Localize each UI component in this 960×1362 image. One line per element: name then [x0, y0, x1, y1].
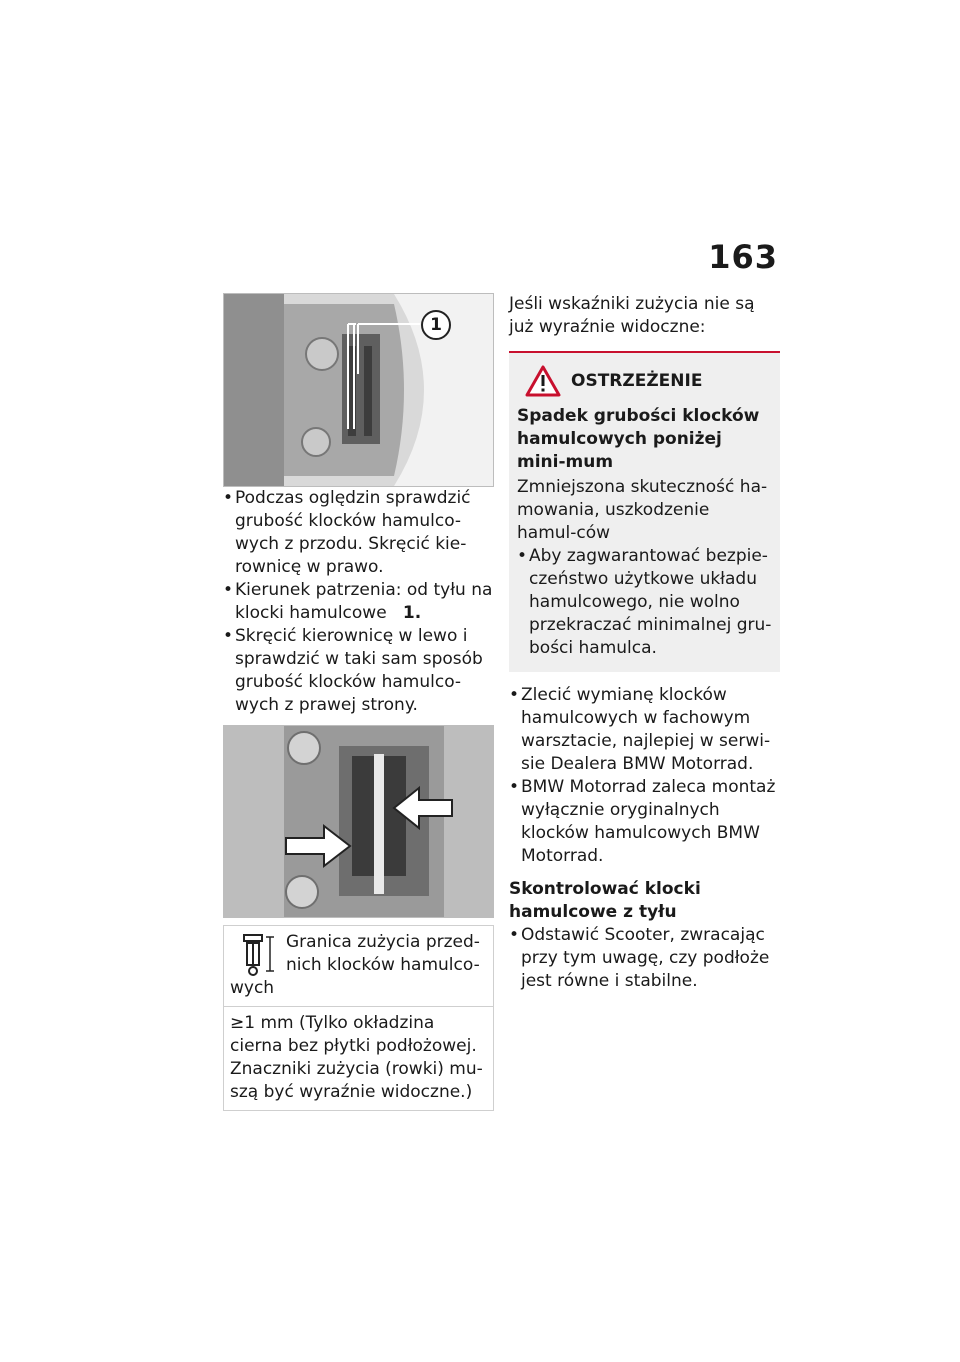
warning-title: OSTRZEŻENIE [571, 370, 703, 391]
warning-header [525, 365, 772, 397]
figure-label: 1 [421, 310, 451, 340]
brake-pads-arrows-photo [223, 725, 494, 918]
list-item: • Kierunek patrzenia: od tyłu na klocki hamulcowe 1. [223, 579, 494, 625]
brake-caliper-illustration [224, 294, 493, 486]
list-item: • Podczas oględzin sprawdzić grubość klocków hamulco-wych z przodu. Skręcić kie-rownicę w prawo. [223, 487, 494, 579]
warning-bullets [517, 545, 772, 660]
right-column [509, 293, 780, 993]
warning-subtitle: Spadek grubości klocków hamulcowych poniżej mini-mum [517, 406, 760, 472]
figure-reference: 1. [402, 603, 422, 623]
page-number: 163 [708, 238, 778, 276]
intro-text: Jeśli wskaźniki zużycia nie są już wyraźnie widoczne: [509, 294, 755, 337]
wear-limit-table [223, 925, 494, 1111]
inspection-bullets [223, 487, 494, 717]
left-column [223, 293, 494, 1111]
brake-pads-illustration [224, 726, 493, 917]
wear-limit-title: Granica zużycia przed-nich klocków hamulco-wych [230, 932, 480, 998]
rear-check-bullets [509, 924, 780, 993]
warning-triangle-icon [525, 365, 561, 397]
list-item: • Zlecić wymianę klocków hamulcowych w fachowym warsztacie, najlepiej w serwi-sie Dealera BMW Motorrad. [509, 684, 780, 776]
service-bullets [509, 684, 780, 868]
wear-gauge-icon [242, 931, 278, 977]
wear-limit-value: ≥1 mm (Tylko okładzina cierna bez płytki podłożowej. Znaczniki zużycia (rowki) mu-szą być wyraźnie widoczne.) [230, 1013, 483, 1102]
warning-box [509, 351, 780, 672]
list-item: • BMW Motorrad zaleca montaż wyłącznie oryginalnych klocków hamulcowych BMW Motorrad. [509, 776, 780, 868]
list-item: • Odstawić Scooter, zwracając przy tym uwagę, czy podłoże jest równe i stabilne. [509, 924, 780, 993]
brake-caliper-front-photo [223, 293, 494, 487]
wear-limit-header [224, 926, 493, 1007]
section-heading: Skontrolować klocki hamulcowe z tyłu [509, 879, 701, 922]
list-item: • Aby zagwarantować bezpie-czeństwo użytkowe układu hamulcowego, nie wolno przekraczać minimalnej gru-bości hamulca. [517, 545, 772, 660]
list-item: • Skręcić kierownicę w lewo i sprawdzić w taki sam sposób grubość klocków hamulco-wych z prawej strony. [223, 625, 494, 717]
warning-text: Zmniejszona skuteczność ha-mowania, uszkodzenie hamul-ców [517, 477, 768, 543]
